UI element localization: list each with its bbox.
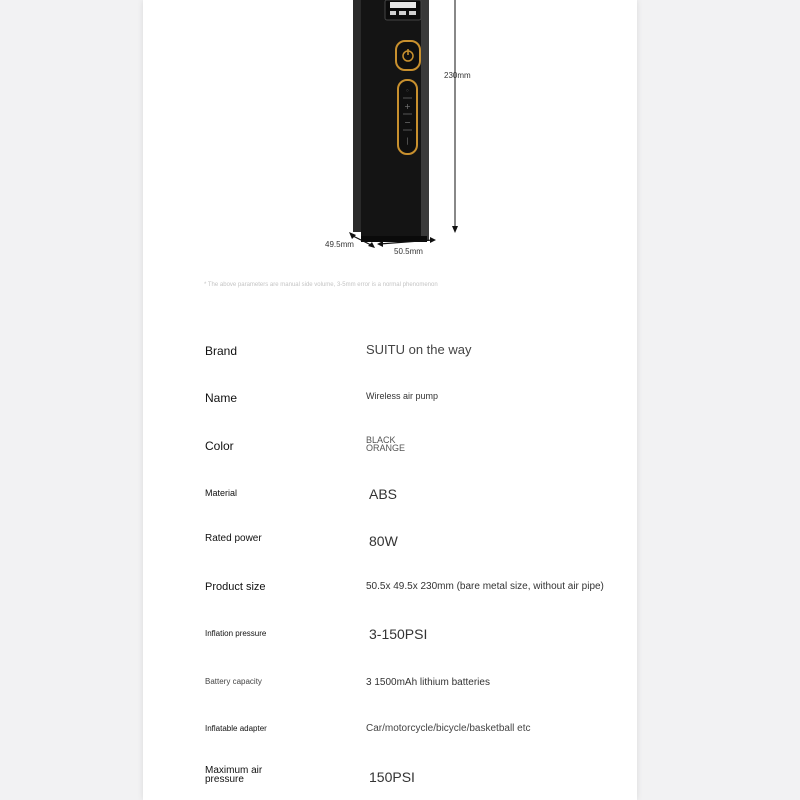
spec-row-inflation-pressure: [143, 616, 637, 656]
arrow-right-icon: [368, 242, 375, 248]
lcd-mode-icon: [409, 11, 416, 15]
spec-label: Brand: [205, 344, 238, 358]
spec-row-product-size: [143, 569, 637, 609]
color-option-black: BLACK: [366, 435, 396, 445]
spec-value: 3-150PSI: [369, 626, 428, 642]
lcd-battery-icon: [390, 11, 396, 15]
spec-label: Battery capacity: [205, 677, 262, 686]
depth-dimension-label: 49.5mm: [325, 240, 354, 249]
spec-label: Material: [205, 488, 238, 498]
spec-row-brand: [143, 330, 637, 370]
spec-label: Product size: [205, 581, 266, 593]
arrow-down-icon: [452, 226, 458, 233]
spec-label: Rated power: [205, 533, 262, 544]
color-option-orange: ORANGE: [366, 442, 406, 453]
minus-icon: −: [404, 118, 411, 127]
spec-row-maximum-air-pressure: [143, 758, 637, 798]
spec-row-name: [143, 378, 637, 418]
spec-row-battery-capacity: [143, 664, 637, 704]
disclaimer-note: * The above parameters are manual side volume, 3-5mm error is a normal phenomenon: [204, 282, 438, 288]
spec-row-material: [143, 474, 637, 514]
product-dimension-figure: [143, 0, 637, 300]
spec-label: Color: [205, 439, 234, 453]
arrow-left-icon: [349, 232, 356, 239]
spec-row-color: [143, 426, 637, 466]
light-icon: |: [406, 137, 409, 145]
spec-label: Name: [205, 391, 238, 405]
width-dimension-label: 50.5mm: [394, 247, 423, 256]
power-button: [396, 41, 420, 70]
spec-label: Inflation pressure: [205, 629, 267, 638]
spec-value: 50.5x 49.5x 230mm (bare metal size, without air pipe): [366, 581, 604, 592]
spec-value: Wireless air pump: [366, 391, 439, 401]
air-pump-illustration: [143, 0, 637, 300]
product-spec-page: [143, 0, 637, 800]
spec-label: Inflatable adapter: [205, 724, 267, 733]
arrow-right-icon: [430, 237, 436, 243]
spec-value: 3 1500mAh lithium batteries: [366, 677, 490, 688]
spec-value: 150PSI: [369, 769, 415, 785]
lcd-unit-icon: [399, 11, 406, 15]
spec-label: Maximum air pressure: [205, 765, 263, 785]
height-dimension-label: 230mm: [444, 71, 471, 80]
spec-value: SUITU on the way: [366, 342, 472, 357]
mode-icon: ◦: [405, 87, 410, 95]
device-edge-highlight: [421, 0, 429, 240]
spec-row-inflatable-adapter: [143, 711, 637, 751]
spec-value: 80W: [369, 533, 398, 549]
lcd-digits: [390, 2, 416, 8]
spec-value: Car/motorcycle/bicycle/basketball etc: [366, 723, 531, 734]
spec-value: [366, 437, 405, 452]
spec-row-rated-power: [143, 521, 637, 561]
plus-icon: +: [404, 102, 411, 111]
spec-value: ABS: [369, 486, 398, 502]
